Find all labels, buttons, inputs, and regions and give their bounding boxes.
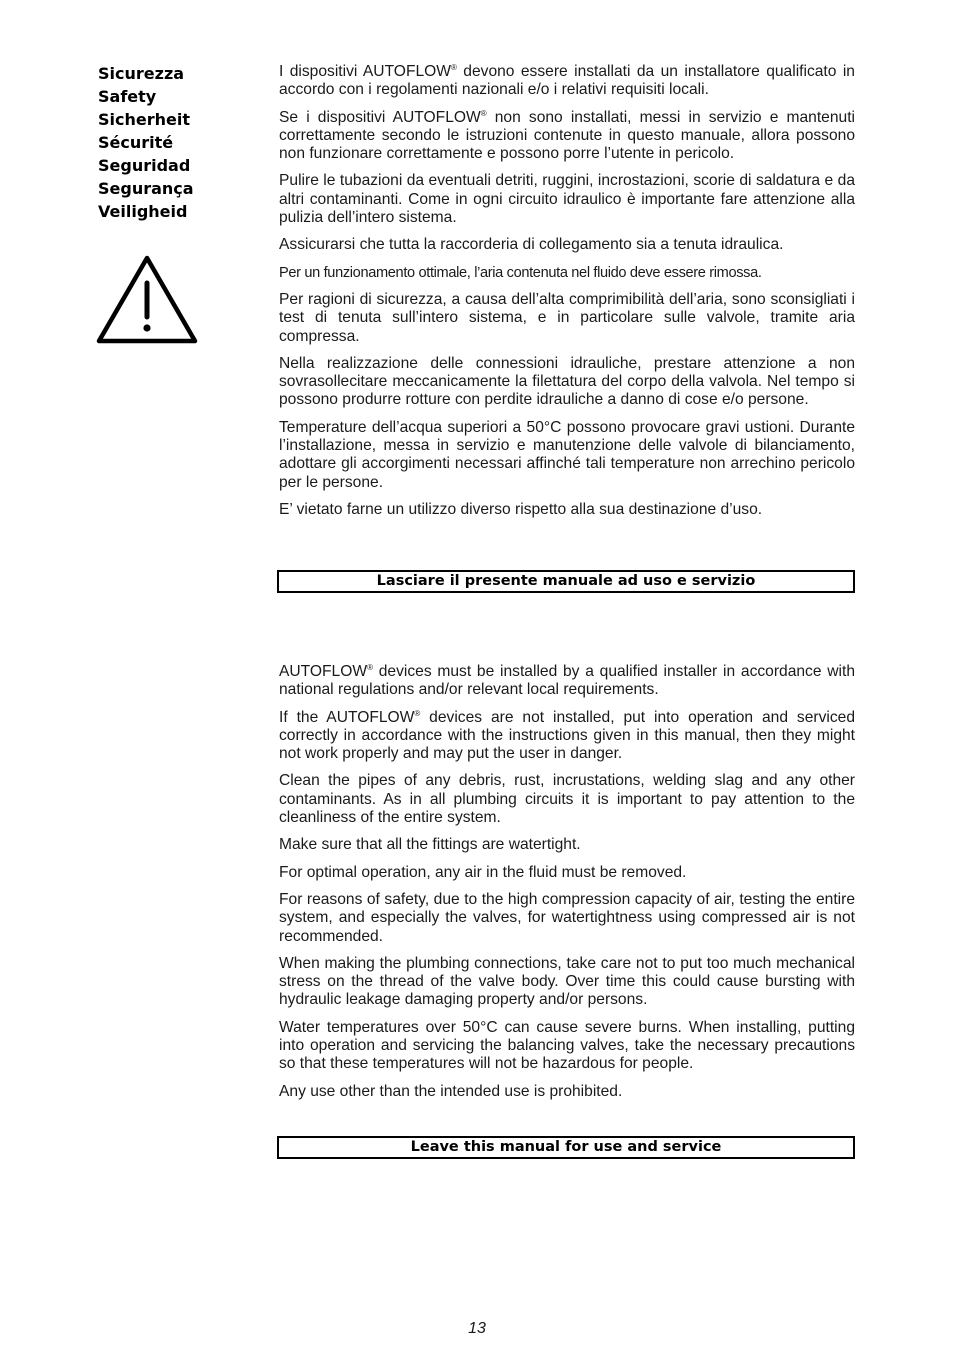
it-paragraph-2: Se i dispositivi AUTOFLOW® non sono installati, messi in servizio e mantenuti correttamente secondo le istruzioni contenute in questo manuale, allora possono non funzionare correttamente e possono porre l’utente in pericolo. [279,108,855,163]
page-number: 13 [468,1320,486,1337]
en-paragraph-6: For reasons of safety, due to the high compression capacity of air, testing the entire system, and especially the valves, for watertightness using compressed air is not recommended. [279,890,855,945]
it-paragraph-1: I dispositivi AUTOFLOW® devono essere installati da un installatore qualificato in accordo con i regolamenti nazionali e/o i relativi requisiti locali. [279,62,855,99]
it-paragraph-9: E’ vietato farne un utilizzo diverso rispetto alla sua destinazione d’uso. [279,500,763,518]
en-paragraph-3: Clean the pipes of any debris, rust, incrustations, welding slag and any other contaminants. As in all plumbing circuits it is important to pay attention to the cleanliness of the entire system. [279,772,855,827]
heading-french: Sécurité [98,133,174,152]
en-paragraph-7: When making the plumbing connections, take care not to put too much mechanical stress on the thread of the valve body. Over time this could cause bursting with hydraulic leakage damaging property and/or persons. [279,954,855,1009]
en-paragraph-1: AUTOFLOW® devices must be installed by a qualified installer in accordance with national regulations and/or relevant local requirements. [279,662,855,699]
heading-english: Safety [98,87,157,106]
it-paragraph-7: Nella realizzazione delle connessioni idrauliche, prestare attenzione a non sovrasollecitare meccanicamente la filettatura del corpo della valvola. Nel tempo si possono produrre rotture con perdite idrauliche a danno di cose e/o persone. [279,354,855,409]
it-paragraph-5: Per un funzionamento ottimale, l’aria contenuta nel fluido deve essere rimossa. [279,264,762,281]
english-section [279,663,855,1110]
heading-dutch: Veiligheid [98,202,188,221]
heading-italian: Sicurezza [98,64,185,83]
heading-portuguese: Segurança [98,179,194,198]
en-notice-box: Leave this manual for use and service [277,1136,855,1159]
en-paragraph-4: Make sure that all the fittings are watertight. [279,836,581,854]
it-paragraph-6: Per ragioni di sicurezza, a causa dell’alta comprimibilità dell’aria, sono sconsigliati i test di tenuta sull’intero sistema, e in particolare sulle valvole, tramite aria compressa. [279,290,855,345]
en-paragraph-9: Any use other than the intended use is prohibited. [279,1082,623,1100]
heading-german: Sicherheit [98,110,190,129]
it-paragraph-8: Temperature dell’acqua superiori a 50°C possono provocare gravi ustioni. Durante l’installazione, messa in servizio e manutenzione delle valvole di bilanciamento, adottare gli accorgimenti necessari affinché tali temperature non arrechino pericolo per le persone. [279,418,855,491]
italian-section [279,63,855,528]
safety-headings [98,62,248,223]
it-paragraph-4: Assicurarsi che tutta la raccorderia di collegamento sia a tenuta idraulica. [279,236,784,254]
en-paragraph-8: Water temperatures over 50°C can cause severe burns. When installing, putting into operation and servicing the balancing valves, take the necessary precautions so that these temperatures will not be hazardous for people. [279,1018,855,1073]
it-notice-box: Lasciare il presente manuale ad uso e servizio [277,570,855,593]
en-paragraph-5: For optimal operation, any air in the fluid must be removed. [279,863,687,881]
warning-triangle-icon [96,255,198,345]
en-paragraph-2: If the AUTOFLOW® devices are not installed, put into operation and serviced correctly in accordance with the instructions given in this manual, then they might not work properly and may put the user in danger. [279,708,855,763]
it-paragraph-3: Pulire le tubazioni da eventuali detriti, ruggini, incrostazioni, scorie di saldatura e da altri contaminanti. Come in ogni circuito idraulico è importante fare attenzione alla pulizia dell’intero sistema. [279,172,855,227]
heading-spanish: Seguridad [98,156,191,175]
